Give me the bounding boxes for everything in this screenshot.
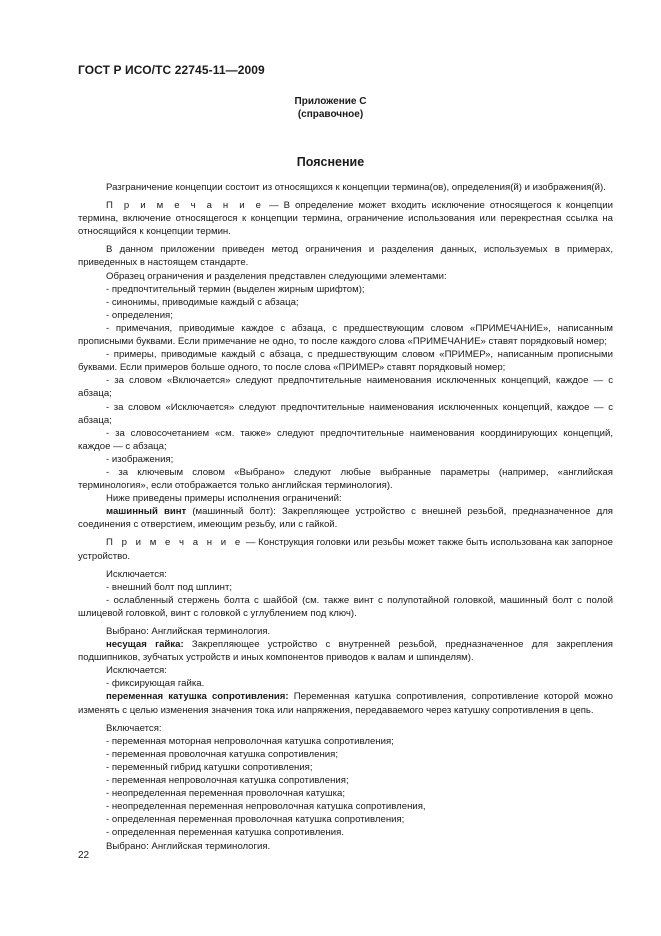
term-name: машинный винт xyxy=(106,506,187,518)
list-item: - определенная переменная проволочная катушка сопротивления; xyxy=(106,814,405,826)
section-title: Пояснение xyxy=(296,155,365,169)
term-name: переменная катушка сопротивления: xyxy=(106,691,289,703)
page-number: 22 xyxy=(78,850,90,861)
note-label: П р и м е ч а н и е xyxy=(106,200,264,212)
note-text: — В определение может входить исключение относящегося к концепции термина, включение относящегося к концепции термина, ограничение использования или перекрестная ссылка на относящийся к концепции термин. xyxy=(78,200,613,238)
list-item: - определенная переменная катушка сопротивления. xyxy=(106,827,345,839)
annex-type: (справочное) xyxy=(297,109,364,120)
paragraph: Исключается: xyxy=(106,665,167,677)
list-item: - примечания, приводимые каждое с абзаца, с предшествующим словом «ПРИМЕЧАНИЕ», написанным прописными буквами. Если примечание не одно, то после каждого слова «ПРИМЕЧАНИЕ» ставят порядковый номер; xyxy=(78,322,613,348)
paragraph: Выбрано: Английская терминология. xyxy=(106,626,271,637)
term-definition: Закрепляющее устройство с внутренней резьбой, предназначенное для закрепления подшипников, зубчатых устройств и иных компонентов приводов к валам и шпинделям). xyxy=(78,639,613,664)
term-entry xyxy=(78,505,613,531)
paragraph: Включается: xyxy=(106,722,162,734)
document-body xyxy=(78,181,613,853)
list-item: - переменная моторная непроволочная катушка сопротивления; xyxy=(106,735,394,747)
list-item: - синонимы, приводимые каждый с абзаца; xyxy=(106,296,299,308)
annex-title: Приложение С xyxy=(294,96,367,107)
list-item: - переменная непроволочная катушка сопротивления; xyxy=(106,775,349,787)
list-item: - неопределенная переменная непроволочная катушка сопротивления, xyxy=(106,801,426,813)
paragraph: Исключается: xyxy=(106,568,167,580)
list-item: - определения; xyxy=(106,309,173,321)
list-item: - за словосочетанием «см. также» следуют предпочтительные наименования координирующих концепций, каждое — с абзаца; xyxy=(78,427,613,452)
note-label: П р и м е ч а н и е xyxy=(106,537,244,549)
term-definition: Переменная катушка сопротивления, сопротивление которой можно изменять с целью изменения значения тока или напряжения, передаваемого через катушку сопротивления в цепь. xyxy=(78,691,613,716)
paragraph: В данном приложении приведен метод ограничения и разделения данных, используемых в примерах, приведенных в настоящем стандарте. xyxy=(78,244,613,269)
paragraph: Образец ограничения и разделения представлен следующими элементами: xyxy=(106,270,447,282)
document-id-header: ГОСТ Р ИСО/ТС 22745-11—2009 xyxy=(78,63,265,77)
list-item: - предпочтительный термин (выделен жирным шрифтом); xyxy=(106,283,365,295)
list-item: - за словом «Исключается» следуют предпочтительные наименования исключенных концепций, каждое — с абзаца; xyxy=(78,401,613,426)
term-entry xyxy=(78,690,613,716)
term-entry xyxy=(78,638,613,664)
note-paragraph xyxy=(78,199,613,238)
term-definition: (машинный болт): Закрепляющее устройство с внешней резьбой, предназначенное для соединения с отверстием, имеющим резьбу, или с гайкой. xyxy=(78,506,613,531)
list-item: - неопределенная переменная проволочная катушка; xyxy=(106,788,345,800)
list-item: - внешний болт под шплинт; xyxy=(106,581,233,593)
list-item: - примеры, приводимые каждый с абзаца, с предшествующим словом «ПРИМЕР», написанным прописными буквами. Если примеров больше одного, то после слова «ПРИМЕР» ставят порядковый номер; xyxy=(78,349,613,374)
list-item: - переменный гибрид катушки сопротивления; xyxy=(106,761,313,773)
list-item: - изображения; xyxy=(106,453,174,465)
paragraph: Выбрано: Английская терминология. xyxy=(106,840,271,852)
paragraph: Разграничение концепции состоит из относящихся к концепции термина(ов), определения(й) и изображения(й). xyxy=(106,182,606,193)
paragraph: Ниже приведены примеры исполнения ограничений: xyxy=(106,493,342,505)
list-item: - переменная проволочная катушка сопротивления; xyxy=(106,748,339,760)
note-paragraph xyxy=(78,536,613,562)
list-item: - за ключевым словом «Выбрано» следуют любые выбранные параметры (например, «английская терминология», если отображается только английская терминология). xyxy=(78,466,613,492)
note-text: — Конструкция головки или резьбы может также быть использована как запорное устройство. xyxy=(78,537,613,562)
term-name: несущая гайка: xyxy=(106,639,184,651)
list-item: - за словом «Включается» следуют предпочтительные наименования исключенных концепций, каждое — с абзаца; xyxy=(78,375,613,400)
list-item: - ослабленный стержень болта с шайбой (см. также винт с полупотайной головкой, машинный болт с полой шлицевой головкой, винт с головкой с углублением под ключ). xyxy=(78,594,613,619)
list-item: - фиксирующая гайка. xyxy=(106,678,205,690)
